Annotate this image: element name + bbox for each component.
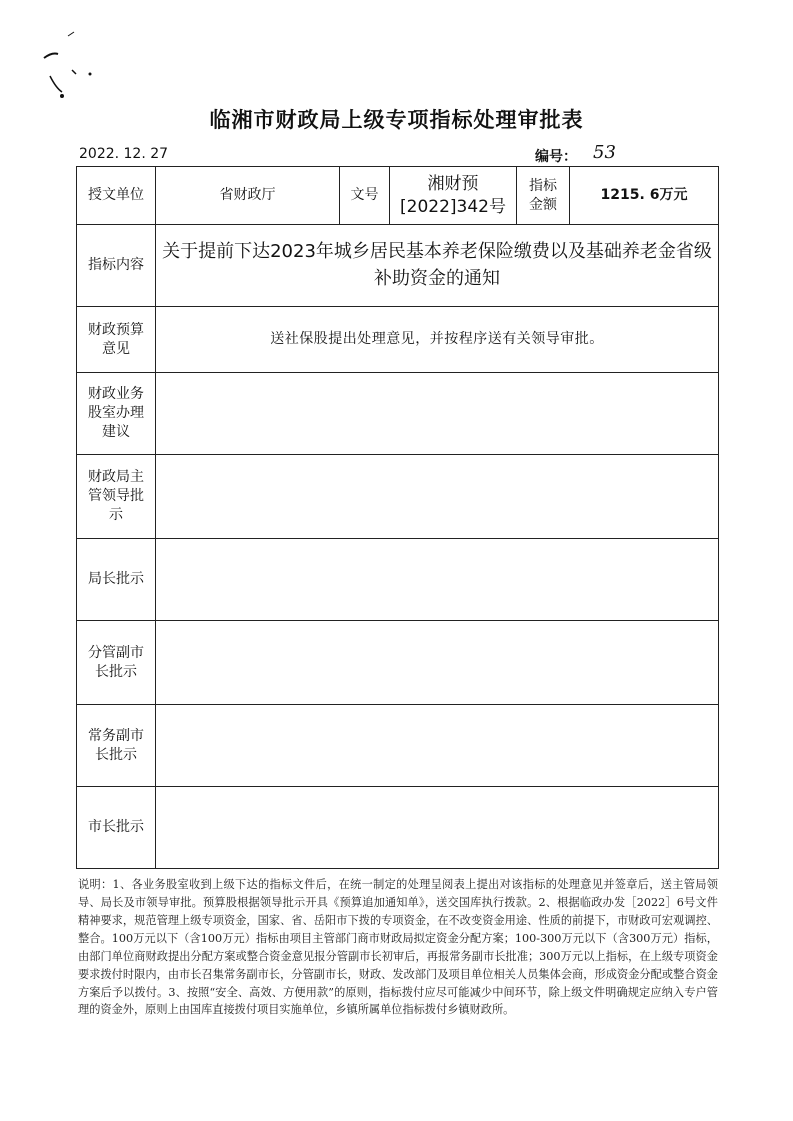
executive-deputy-mayor-field[interactable] [156,705,719,787]
content-cell [156,225,719,307]
issuer-row [77,167,719,225]
content-label: 指标内容 [77,225,156,307]
bureau-leader-field[interactable] [156,455,719,539]
budget-opinion-value: 送社保股提出处理意见，并按程序送有关领导审批。 [156,307,719,373]
director-row [77,539,719,621]
instructions-note: 说明：1、各业务股室收到上级下达的指标文件后，在统一制定的处理呈阅表上提出对该指标的处理意见并签章后，送主管局领导、局长及市领导审批。预算股根据领导批示开具《预算追加通知单》，送交国库执行拨款。2、根据临政办发［2022］6号文件精神要求，规范管理上级专项资金，国家、省、岳阳市下拨的专项资金，在不改变资金用途、性质的前提下，市财政可宏观调控、整合。100万元以下（含100万元）指标由项目主管部门商市财政局拟定资金分配方案；100-300万元以下（含300万元）指标，由部门单位商财政提出分配方案或整合资金意见报分管副市长初审后，再报常务副市长批准；300万元以上指标，在上级专项资金要求拨付时限内，由市长召集常务副市长，分管副市长，财政、发改部门及项目单位相关人员集体会商，形成资金分配或整合资金方案后予以拨付。3、按照“安全、高效、方便用款”的原则，指标拨付应尽可能减少中间环节，除上级文件明确规定应纳入专户管理的资金外，原则上由国库直接拨付项目实施单位，乡镇所属单位指标拨付乡镇财政所。 [78,878,718,1017]
mayor-field[interactable] [156,787,719,869]
page-title: 临湘市财政局上级专项指标处理审批表 [209,108,584,132]
content-row [77,225,719,307]
budget-opinion-row [77,307,719,373]
amount-value: 1215. 6万元 [570,167,719,225]
form-date: 2022. 12. 27 [79,146,169,162]
director-label: 局长批示 [77,539,156,621]
director-field[interactable] [156,539,719,621]
bureau-leader-row [77,455,719,539]
executive-deputy-mayor-row [77,705,719,787]
handwritten-mark [38,30,108,110]
approval-form-table [76,166,719,869]
serial-number-label: 编号： [535,149,577,165]
mayor-row [77,787,719,869]
bureau-leader-label [77,455,156,539]
department-suggestion-row [77,373,719,455]
executive-deputy-mayor-label [77,705,156,787]
department-suggestion-label-text: 财政业务股室办理建议 [88,386,144,440]
document-number-cell [390,167,517,225]
amount-label-text: 指标金额 [529,177,557,213]
document-number-line2: [2022]342号 [400,196,506,217]
budget-opinion-label [77,307,156,373]
department-suggestion-label [77,373,156,455]
issuer-label: 授文单位 [77,167,156,225]
amount-label [517,167,570,225]
mayor-label: 市长批示 [77,787,156,869]
department-suggestion-field[interactable] [156,373,719,455]
deputy-mayor-label-text: 分管副市长批示 [88,644,144,680]
serial-number-value: 53 [593,142,616,163]
content-value: 关于提前下达2023年城乡居民基本养老保险缴费以及基础养老金省级补助资金的通知 [162,241,712,289]
deputy-mayor-field[interactable] [156,621,719,705]
deputy-mayor-row [77,621,719,705]
deputy-mayor-label [77,621,156,705]
bureau-leader-label-text: 财政局主管领导批示 [88,469,144,523]
document-number-line1: 湘财预 [427,173,479,194]
budget-opinion-label-text: 财政预算意见 [88,321,144,357]
issuer-value: 省财政厅 [156,167,340,225]
document-number-label: 文号 [340,167,390,225]
executive-deputy-mayor-label-text: 常务副市长批示 [88,727,144,763]
